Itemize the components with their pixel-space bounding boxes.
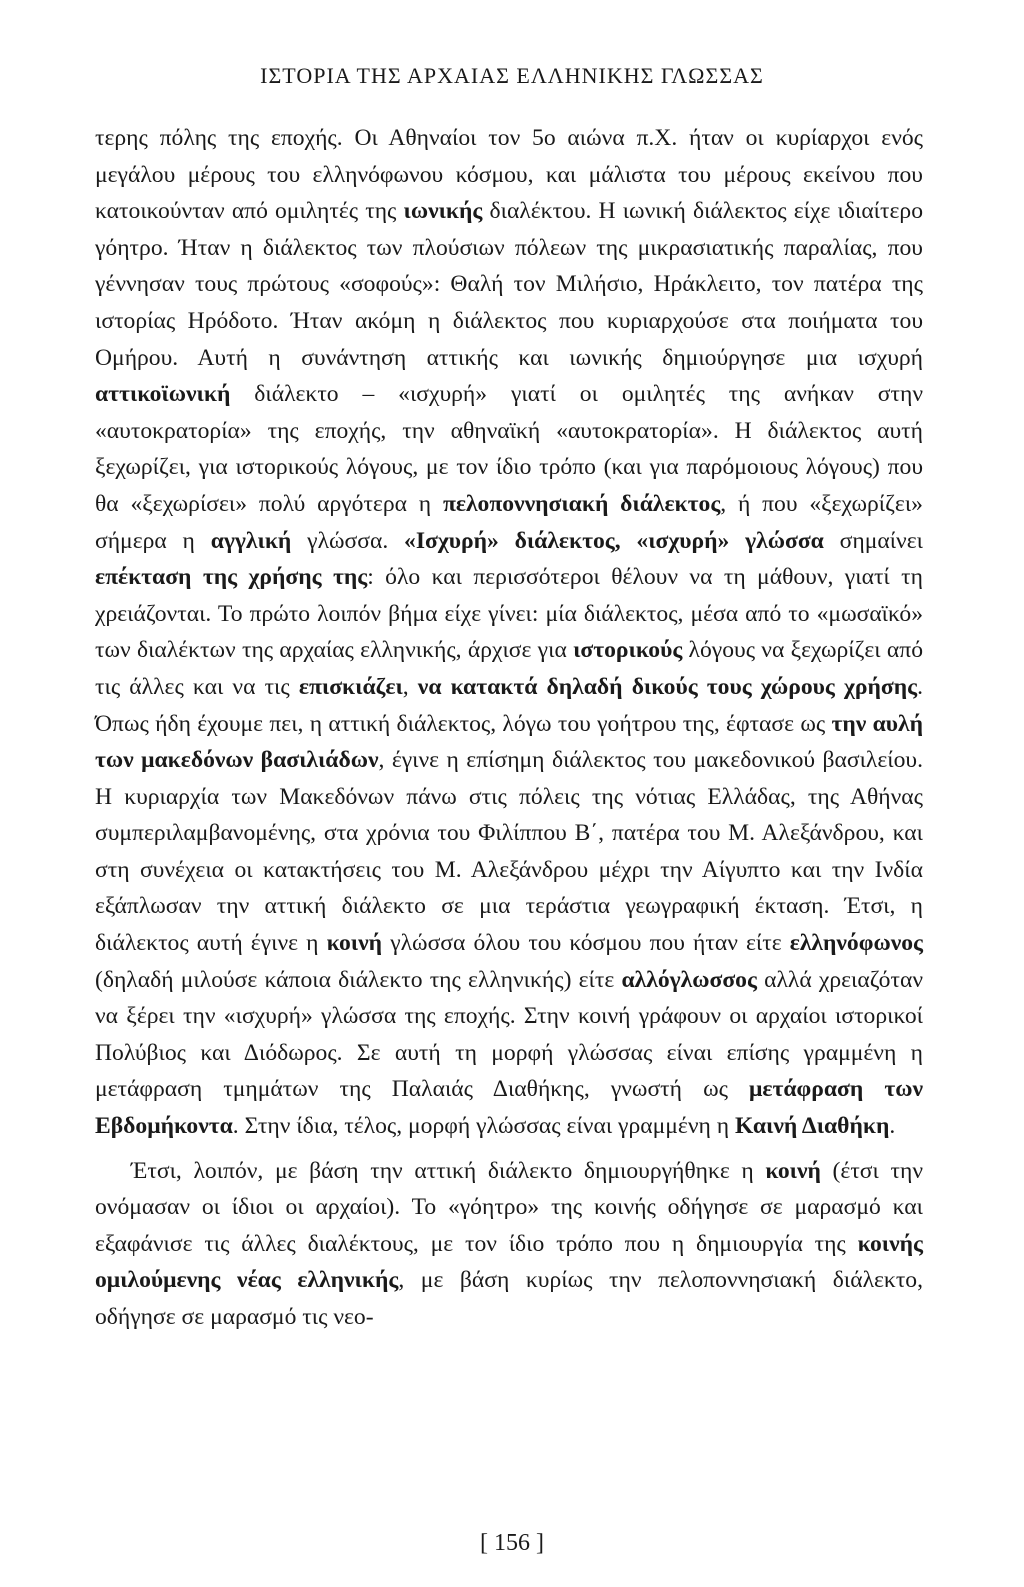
text-run: , έγινε η επίσημη διάλεκτος του μακεδονικού βασιλείου. Η κυριαρχία των Μακεδόνων πάνω στις πόλεις της νότιας Ελλάδας, της Αθήνας συμπεριλαμβανομένης, στα χρόνια του Φιλίππου Β΄, πατέρα του Μ. Αλεξάνδρου, και στη συνέχεια οι κατακτήσεις του Μ. Αλεξάνδρου μέχρι την Αίγυπτο και την Ινδία εξάπλωσαν την αττική διάλεκτο σε μια τεράστια γεωγραφική έκταση. Έτσι, η διάλεκτος αυτή έγινε η bbox=[95, 747, 924, 957]
text-run: Έτσι, λοιπόν, με βάση την αττική διάλεκτο δημιουργήθηκε η bbox=[131, 1157, 766, 1184]
text-run: γλώσσα όλου του κόσμου που ήταν είτε bbox=[382, 930, 790, 957]
text-run: τερης πόλης της εποχής. Οι Αθηναίοι τον 5ο αιώνα π.Χ. ήταν οι κυρίαρχοι ενός μεγάλου μέρους του ελληνόφωνου κόσμου, και μάλιστα του μέρους εκείνου που κατοικούνταν από ομιλητές της bbox=[95, 125, 923, 225]
text-run: , bbox=[402, 673, 418, 700]
text-run: (έτσι την ονόμασαν οι ίδιοι οι αρχαίοι). Το «γόητρο» της κοινής οδήγησε σε μαρασμό και εξαφάνισε τις άλλες διαλέκτους, με τον ίδιο τρόπο που η δημιουργία της bbox=[95, 1157, 923, 1257]
text-run: . Στην ίδια, τέλος, μορφή γλώσσας είναι γραμμένη η bbox=[232, 1113, 735, 1140]
text-run: . Όπως ήδη έχουμε πει, η αττική διάλεκτος, λόγω του γοήτρου της, έφτασε ως bbox=[95, 673, 924, 737]
text-run: : όλο και περισσότεροι θέλουν να τη μάθουν, γιατί τη χρειάζονται. Το πρώτο λοιπόν βήμα είχε γίνει: μία διάλεκτος, μέσα από το «μωσαϊκό» των διαλέκτων της αρχαίας ελληνικής, άρχισε για bbox=[95, 564, 923, 664]
bold-term: επισκιάζει bbox=[298, 673, 403, 700]
paragraph bbox=[95, 1153, 923, 1336]
bold-term: να κατακτά δηλαδή δικούς τους χώρους χρήσης bbox=[417, 673, 918, 700]
page-number: [ 156 ] bbox=[480, 1530, 544, 1556]
text-run: (δηλαδή μιλούσε κάποια διάλεκτο της ελληνικής) είτε bbox=[95, 966, 622, 993]
text-run: διαλέκτου. Η ιωνική διάλεκτος είχε ιδιαίτερο γόητρο. Ήταν η διάλεκτος των πλούσιων πόλεων της μικρασιατικής παραλίας, που γέννησαν τους πρώτους «σοφούς»: Θαλή τον Μιλήσιο, Ηράκλειτο, τον πατέρα της ιστορίας Ηρόδοτο. Ήταν ακόμη η διάλεκτος που κυριαρχούσε στα ποιήματα του Ομήρου. Αυτή η συνάντηση αττικής και ιωνικής δημιούργησε μια ισχυρή bbox=[95, 198, 923, 371]
text-run: γλώσσα. bbox=[291, 527, 405, 554]
text-run: αλλά χρειαζόταν να ξέρει την «ισχυρή» γλώσσα της εποχής. Στην κοινή γράφουν οι αρχαίοι ιστορικοί Πολύβιος και Διόδωρος. Σε αυτή τη μορφή γλώσσας είναι επίσης γραμμένη η μετάφραση τμημάτων της Παλαιάς Διαθήκης, γνωστή ως bbox=[95, 966, 923, 1103]
text-run: σημαίνει bbox=[823, 527, 923, 554]
bold-term: ιστορικούς bbox=[573, 637, 683, 664]
text-run: , με βάση κυρίως την πελοποννησιακή διάλεκτο, οδήγησε σε μαρασμό τις νεο- bbox=[95, 1267, 924, 1330]
bold-term: μετάφραση των Εβδομήκοντα bbox=[95, 1076, 923, 1140]
bold-term: την αυλή των μακεδόνων βασιλιάδων bbox=[95, 710, 924, 774]
bold-term: αττικοϊωνική bbox=[95, 381, 231, 408]
bold-term: κοινής ομιλούμενης νέας ελληνικής bbox=[95, 1230, 923, 1294]
bold-term: ελληνόφωνος bbox=[789, 930, 923, 957]
bold-term: «Ισχυρή» διάλεκτος, «ισχυρή» γλώσσα bbox=[404, 527, 824, 554]
bold-term: Καινή Διαθήκη bbox=[734, 1113, 890, 1140]
bold-term: πελοποννησιακή διάλεκτος bbox=[442, 490, 721, 517]
bold-term: αλλόγλωσσος bbox=[621, 966, 757, 993]
text-run: , ή που «ξεχωρίζει» σήμερα η bbox=[95, 490, 923, 554]
bold-term: επέκταση της χρήσης της bbox=[95, 564, 368, 591]
text-run: . bbox=[889, 1113, 896, 1140]
bold-term: αγγλική bbox=[210, 527, 292, 554]
running-head: ΙΣΤΟΡΙΑ ΤΗΣ ΑΡΧΑΙΑΣ ΕΛΛΗΝΙΚΗΣ ΓΛΩΣΣΑΣ bbox=[260, 63, 764, 88]
bold-term: ιωνικής bbox=[403, 198, 483, 225]
text-run: διάλεκτο – «ισχυρή» γιατί οι ομιλητές της ανήκαν στην «αυτοκρατορία» της εποχής, την αθηναϊκή «αυτοκρατορία». Η διάλεκτος αυτή ξεχωρίζει, για ιστορικούς λόγους, με τον ίδιο τρόπο (και για παρόμοιους λόγους) που θα «ξεχωρίσει» πολύ αργότερα η bbox=[95, 381, 923, 517]
bold-term: κοινή bbox=[326, 930, 383, 957]
body-text bbox=[95, 120, 923, 1336]
bold-term: κοινή bbox=[765, 1157, 821, 1184]
paragraph bbox=[95, 120, 923, 1145]
text-run: λόγους να ξεχωρίζει από τις άλλες και να τις bbox=[95, 637, 923, 700]
